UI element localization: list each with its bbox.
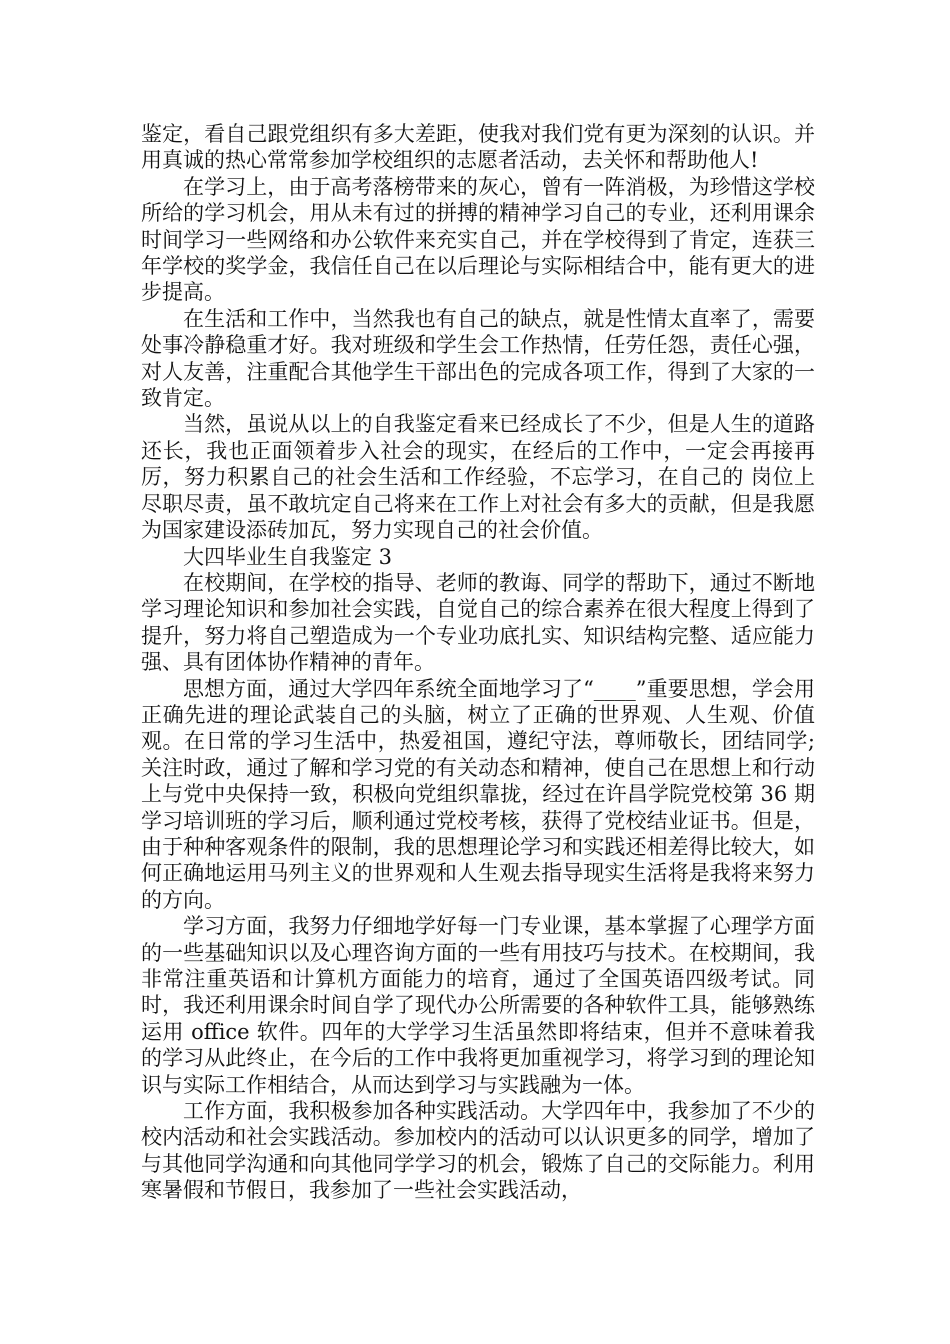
- paragraph-study: 在学习上，由于高考落榜带来的灰心，曾有一阵消极，为珍惜这学校所给的学习机会，用从未有过的拼搏的精神学习自己的专业，还利用课余时间学习一些网络和办公软件来充实自己，并在学校得到了肯定，连获三年学校的奖学金，我信任自己在以后理论与实际相结合中，能有更大的进步提高。: [141, 174, 815, 305]
- paragraph-continuation: 鉴定，看自己跟党组织有多大差距，使我对我们党有更为深刻的认识。并用真诚的热心常常参加学校组织的志愿者活动，去关怀和帮助他人!: [141, 122, 815, 173]
- paragraph-learning: 学习方面，我努力仔细地学好每一门专业课，基本掌握了心理学方面的一些基础知识以及心理咨询方面的一些有用技巧与技术。在校期间，我非常注重英语和计算机方面能力的培育，通过了全国英语四级考试。同时，我还利用课余时间自学了现代办公所需要的各种软件工具，能够熟练运用 office 软件。四年的大学学习生活虽然即将结束，但并不意味着我的学习从此终止，在今后的工作中我将更加重视学习，将学习到的理论知识与实际工作相结合，从而达到学习与实践融为一体。: [141, 914, 815, 1097]
- paragraph-conclusion: 当然，虽说从以上的自我鉴定看来已经成长了不少，但是人生的道路还长，我也正面领着步入社会的现实，在经后的工作中，一定会再接再厉，努力积累自己的社会生活和工作经验，不忘学习，在自己的 岗位上尽职尽责，虽不敢坑定自己将来在工作上对社会有多大的贡献，但是我愿为国家建设添砖加瓦，努力实现自己的社会价值。: [141, 412, 815, 543]
- paragraph-ideology: 思想方面，通过大学四年系统全面地学习了“____”重要思想，学会用正确先进的理论武装自己的头脑，树立了正确的世界观、人生观、价值观。在日常的学习生活中，热爱祖国，遵纪守法，尊师敬长，团结同学;关注时政，通过了解和学习党的有关动态和精神，使自己在思想上和行动上与党中央保持一致，积极向党组织靠拢，经过在许昌学院党校第 36 期学习培训班的学习后，顺利通过党校考核，获得了党校结业证书。但是，由于种种客观条件的限制，我的思想理论学习和实践还相差得比较大，如何正确地运用马列主义的世界观和人生观去指导现实生活将是我将来努力的方向。: [141, 676, 815, 912]
- paragraph-life-work: 在生活和工作中，当然我也有自己的缺点，就是性情太直率了，需要处事冷静稳重才好。我对班级和学生会工作热情，任劳任怨，责任心强，对人友善，注重配合其他学生干部出色的完成各项工作，得到了大家的一致肯定。: [141, 306, 815, 411]
- paragraph-work: 工作方面，我积极参加各种实践活动。大学四年中，我参加了不少的校内活动和社会实践活动。参加校内的活动可以认识更多的同学，增加了与其他同学沟通和向其他同学学习的机会，锻炼了自己的交际能力。利用寒暑假和节假日，我参加了一些社会实践活动，: [141, 1099, 815, 1203]
- document-body: [141, 121, 815, 1204]
- paragraph-intro: 在校期间，在学校的指导、老师的教诲、同学的帮助下，通过不断地学习理论知识和参加社会实践，自觉自己的综合素养在很大程度上得到了提升，努力将自己塑造成为一个专业功底扎实、知识结构完整、适应能力强、具有团体协作精神的青年。: [141, 570, 815, 675]
- section-heading: 大四毕业生自我鉴定 3: [183, 544, 393, 569]
